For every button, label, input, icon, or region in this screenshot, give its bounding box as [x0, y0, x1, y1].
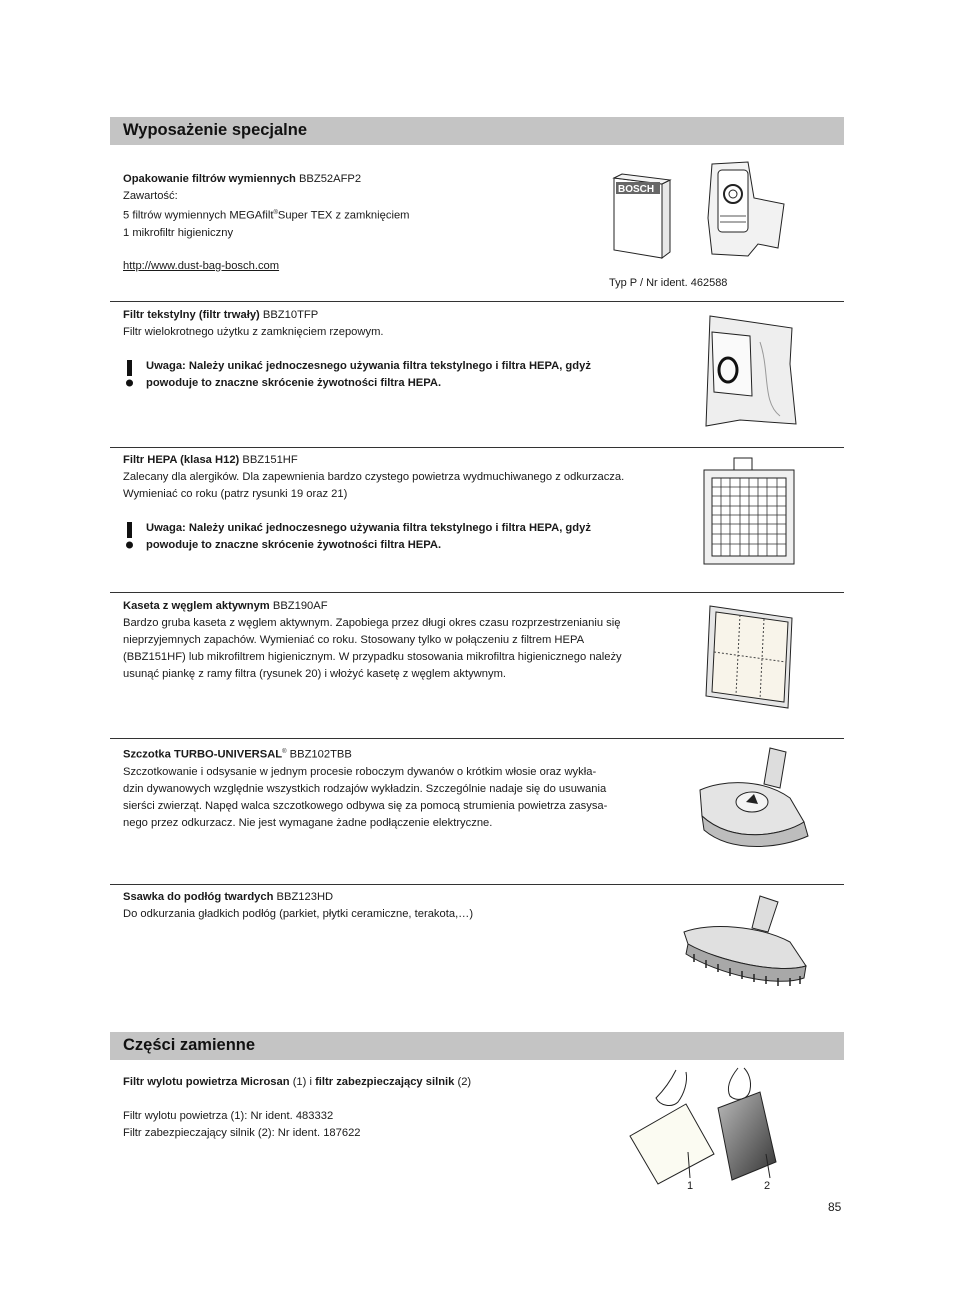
item-spare-filters: [123, 1074, 471, 1142]
item-desc: Filtr zabezpieczający silnik (2): Nr ident. 187622: [123, 1127, 361, 1139]
exclamation-icon: [124, 358, 138, 388]
hepa-filter-illustration: [700, 456, 800, 568]
item-desc-text: 5 filtrów wymiennych MEGAfilt: [123, 209, 274, 222]
item-hepa-filter: [123, 452, 624, 503]
carbon-cassette-illustration: [700, 602, 800, 712]
item-name: filtr zabezpieczający silnik: [315, 1076, 455, 1088]
page-number: 85: [828, 1200, 842, 1214]
warning-text: Uwaga: Należy unikać jednoczesnego używania filtra tekstylnego i filtra HEPA, gdyż: [146, 522, 591, 534]
item-carbon-cassette: [123, 598, 622, 683]
warning-text: powoduje to znaczne skrócenie żywotności filtra HEPA.: [146, 377, 442, 389]
item-desc: nego przez odkurzacz. Nie jest wymagane żadne podłączenie elektryczne.: [123, 816, 493, 829]
item-code: BBZ52AFP2: [298, 173, 362, 185]
item-desc: sierści zwierząt. Napęd walca szczotkowego odbywa się za pomocą strumienia powietrza zasysa-: [123, 799, 608, 812]
item-desc: usunąć piankę z ramy filtra (rysunek 20) i włożyć kasetę z węglem aktywnym.: [123, 668, 506, 680]
item-desc: Zalecany dla alergików. Dla zapewnienia bardzo czystego powietrza wydmuchiwanego z odkurzacza.: [123, 471, 625, 483]
warning-text: Uwaga: Należy unikać jednoczesnego używania filtra tekstylnego i filtra HEPA, gdyż: [146, 360, 591, 372]
textile-filter-illustration: [700, 312, 800, 430]
box-brand-text: BOSCH: [618, 184, 655, 195]
figure-label-1: 1: [687, 1180, 694, 1192]
item-code: BBZ123HD: [276, 891, 334, 903]
item-desc: Filtr wylotu powietrza (1): Nr ident. 483332: [123, 1110, 334, 1122]
item-desc: (BBZ151HF) lub mikrofiltrem higienicznym. W przypadku stosowania mikrofiltra higienicznego należy: [123, 651, 622, 663]
item-filter-pack: [123, 171, 409, 275]
item-desc-text: Super TEX z zamknięciem: [277, 209, 410, 222]
spare-filters-illustration: [626, 1066, 786, 1194]
item-desc: Szczotkowanie i odsysanie w jednym procesie roboczym dywanów o krótkim włosie oraz wykła-: [123, 765, 597, 778]
item-desc: [123, 205, 409, 225]
section-header-spares: [110, 1032, 844, 1060]
section-title: Części zamienne: [123, 1036, 256, 1054]
dust-bag-link[interactable]: http://www.dust-bag-bosch.com: [123, 259, 280, 272]
item-desc: Do odkurzania gładkich podłóg (parkiet, płytki ceramiczne, terakota,…): [123, 908, 474, 920]
divider: [110, 301, 844, 302]
divider: [110, 447, 844, 448]
item-name: Opakowanie filtrów wymiennych: [123, 173, 296, 185]
filter-pack-caption: Typ P / Nr ident. 462588: [609, 277, 728, 289]
item-desc: Filtr wielokrotnego użytku z zamknięciem rzepowym.: [123, 326, 384, 338]
item-name: Filtr tekstylny (filtr trwały): [123, 309, 260, 321]
warning-text: powoduje to znaczne skrócenie żywotności filtra HEPA.: [146, 539, 442, 551]
registered-mark: ®: [282, 749, 287, 755]
hard-floor-nozzle-illustration: [680, 892, 812, 992]
item-name: Kaseta z węglem aktywnym: [123, 600, 270, 612]
item-name: Filtr HEPA (klasa H12): [123, 454, 240, 466]
item-textile-filter: [123, 307, 384, 341]
section-header-accessories: [110, 117, 844, 145]
item-name: Szczotka TURBO-UNIVERSAL: [123, 748, 283, 761]
item-name-text: (1) i: [289, 1076, 316, 1088]
turbo-brush-illustration: [692, 744, 814, 856]
divider: [110, 592, 844, 593]
item-desc: Zawartość:: [123, 190, 178, 202]
filter-pack-illustration: [608, 158, 788, 270]
registered-mark: ®: [273, 210, 278, 216]
item-name: Ssawka do podłóg twardych: [123, 891, 274, 903]
item-desc: Wymieniać co roku (patrz rysunki 19 oraz 21): [123, 488, 348, 500]
item-code: BBZ190AF: [272, 600, 328, 612]
item-hard-floor-nozzle: [123, 889, 473, 923]
item-name-text: (2): [454, 1076, 472, 1088]
item-name: Filtr wylotu powietrza Microsan: [123, 1076, 290, 1088]
exclamation-icon: [124, 520, 138, 550]
item-desc: Bardzo gruba kaseta z węglem aktywnym. Zapobiega przez długi okres czasu rozprzestrzenianiu się: [123, 617, 621, 629]
divider: [110, 738, 844, 739]
divider: [110, 884, 844, 885]
item-turbo-brush: [123, 744, 607, 832]
figure-label-2: 2: [764, 1180, 771, 1192]
item-desc: dzin dywanowych względnie wszystkich rodzajów wykładzin. Szczególnie nadaje się do usuwania: [123, 782, 607, 795]
item-code: BBZ102TBB: [289, 748, 352, 761]
item-desc: 1 mikrofiltr higieniczny: [123, 226, 234, 239]
item-code: BBZ151HF: [242, 454, 298, 466]
section-title: Wyposażenie specjalne: [123, 121, 308, 139]
item-code: BBZ10TFP: [262, 309, 319, 321]
item-desc: nieprzyjemnych zapachów. Wymieniać co roku. Stosowany tylko w połączeniu z filtrem HEPA: [123, 634, 585, 646]
